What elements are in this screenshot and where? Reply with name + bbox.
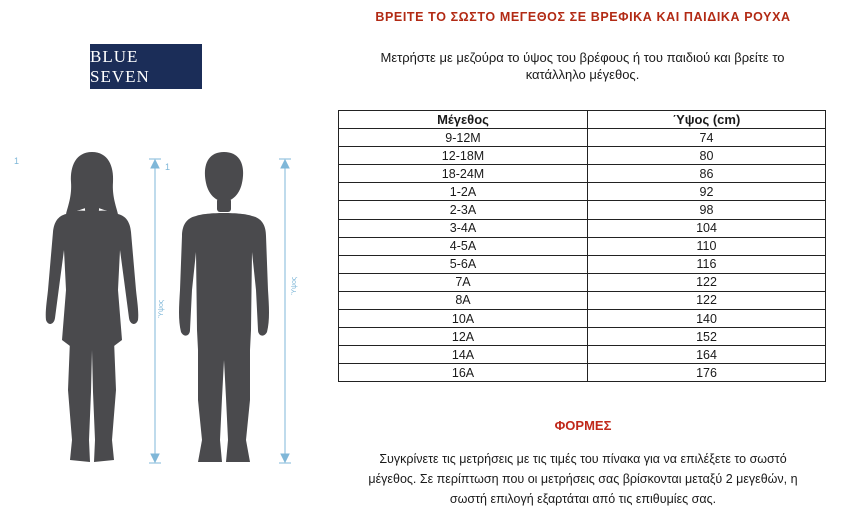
table-row — [339, 165, 826, 183]
height-cell: 80 — [588, 147, 826, 165]
height-cell: 152 — [588, 328, 826, 346]
height-cell: 122 — [588, 273, 826, 291]
height-cell: 86 — [588, 165, 826, 183]
size-cell: 18-24M — [339, 165, 588, 183]
height-cell: 98 — [588, 201, 826, 219]
size-cell: 14A — [339, 346, 588, 364]
height-cell: 92 — [588, 183, 826, 201]
instructions-line-2: κατάλληλο μέγεθος. — [525, 67, 640, 82]
forms-description-line-1: Συγκρίνετε τις μετρήσεις με τις τιμές του πίνακα για να επιλέξετε το σωστό — [379, 452, 787, 466]
table-row — [339, 147, 826, 165]
table-row — [339, 364, 826, 382]
size-cell: 3-4A — [339, 219, 588, 237]
table-row — [339, 346, 826, 364]
size-cell: 8A — [339, 291, 588, 309]
forms-heading: ΦΟΡΜΕΣ — [554, 418, 612, 433]
brand-logo — [90, 44, 202, 89]
height-figures-illustration — [0, 140, 330, 470]
table-row — [339, 201, 826, 219]
column-header-size: Μέγεθος — [339, 111, 588, 129]
size-cell: 9-12M — [339, 129, 588, 147]
size-cell: 2-3A — [339, 201, 588, 219]
height-cell: 176 — [588, 364, 826, 382]
size-cell: 4-5A — [339, 237, 588, 255]
height-cell: 74 — [588, 129, 826, 147]
table-row — [339, 291, 826, 309]
instructions-line-1: Μετρήστε με μεζούρα το ύψος του βρέφους ή του παιδιού και βρείτε το — [380, 50, 785, 65]
forms-description — [338, 449, 828, 509]
boy-silhouette-icon — [179, 152, 269, 462]
girl-marker-label: 1 — [14, 156, 20, 166]
size-cell: 1-2A — [339, 183, 588, 201]
table-row — [339, 273, 826, 291]
page-title: ΒΡΕΙΤΕ ΤΟ ΣΩΣΤΟ ΜΕΓΕΘΟΣ ΣΕ ΒΡΕΦΙΚΑ ΚΑΙ ΠΑΙΔΙΚΑ ΡΟΥΧΑ — [375, 10, 791, 24]
size-cell: 12-18M — [339, 147, 588, 165]
girl-height-label: Ύψος — [158, 299, 165, 318]
size-cell: 12A — [339, 328, 588, 346]
table-header-row — [339, 111, 826, 129]
instructions-text — [340, 49, 825, 83]
height-cell: 140 — [588, 310, 826, 328]
table-row — [339, 255, 826, 273]
height-cell: 164 — [588, 346, 826, 364]
height-cell: 122 — [588, 291, 826, 309]
column-header-height: Ύψος (cm) — [588, 111, 826, 129]
boy-height-measure — [279, 159, 291, 463]
boy-marker-label: 1 — [165, 162, 171, 172]
table-row — [339, 328, 826, 346]
boy-height-label: Ύψος — [291, 276, 298, 295]
table-row — [339, 237, 826, 255]
forms-description-line-2: μέγεθος. Σε περίπτωση που οι μετρήσεις σας βρίσκονται μεταξύ 2 μεγεθών, η — [368, 472, 798, 486]
size-cell: 7A — [339, 273, 588, 291]
table-row — [339, 129, 826, 147]
height-cell: 104 — [588, 219, 826, 237]
table-row — [339, 183, 826, 201]
height-cell: 110 — [588, 237, 826, 255]
size-cell: 10A — [339, 310, 588, 328]
table-row — [339, 219, 826, 237]
table-row — [339, 310, 826, 328]
girl-silhouette-icon — [46, 152, 139, 462]
brand-logo-text: BLUE SEVEN — [90, 46, 150, 86]
size-cell: 5-6A — [339, 255, 588, 273]
height-cell: 116 — [588, 255, 826, 273]
size-cell: 16A — [339, 364, 588, 382]
forms-description-line-3: σωστή επιλογή εξαρτάται από τις επιθυμίες σας. — [449, 492, 717, 506]
size-chart-table — [338, 110, 826, 382]
